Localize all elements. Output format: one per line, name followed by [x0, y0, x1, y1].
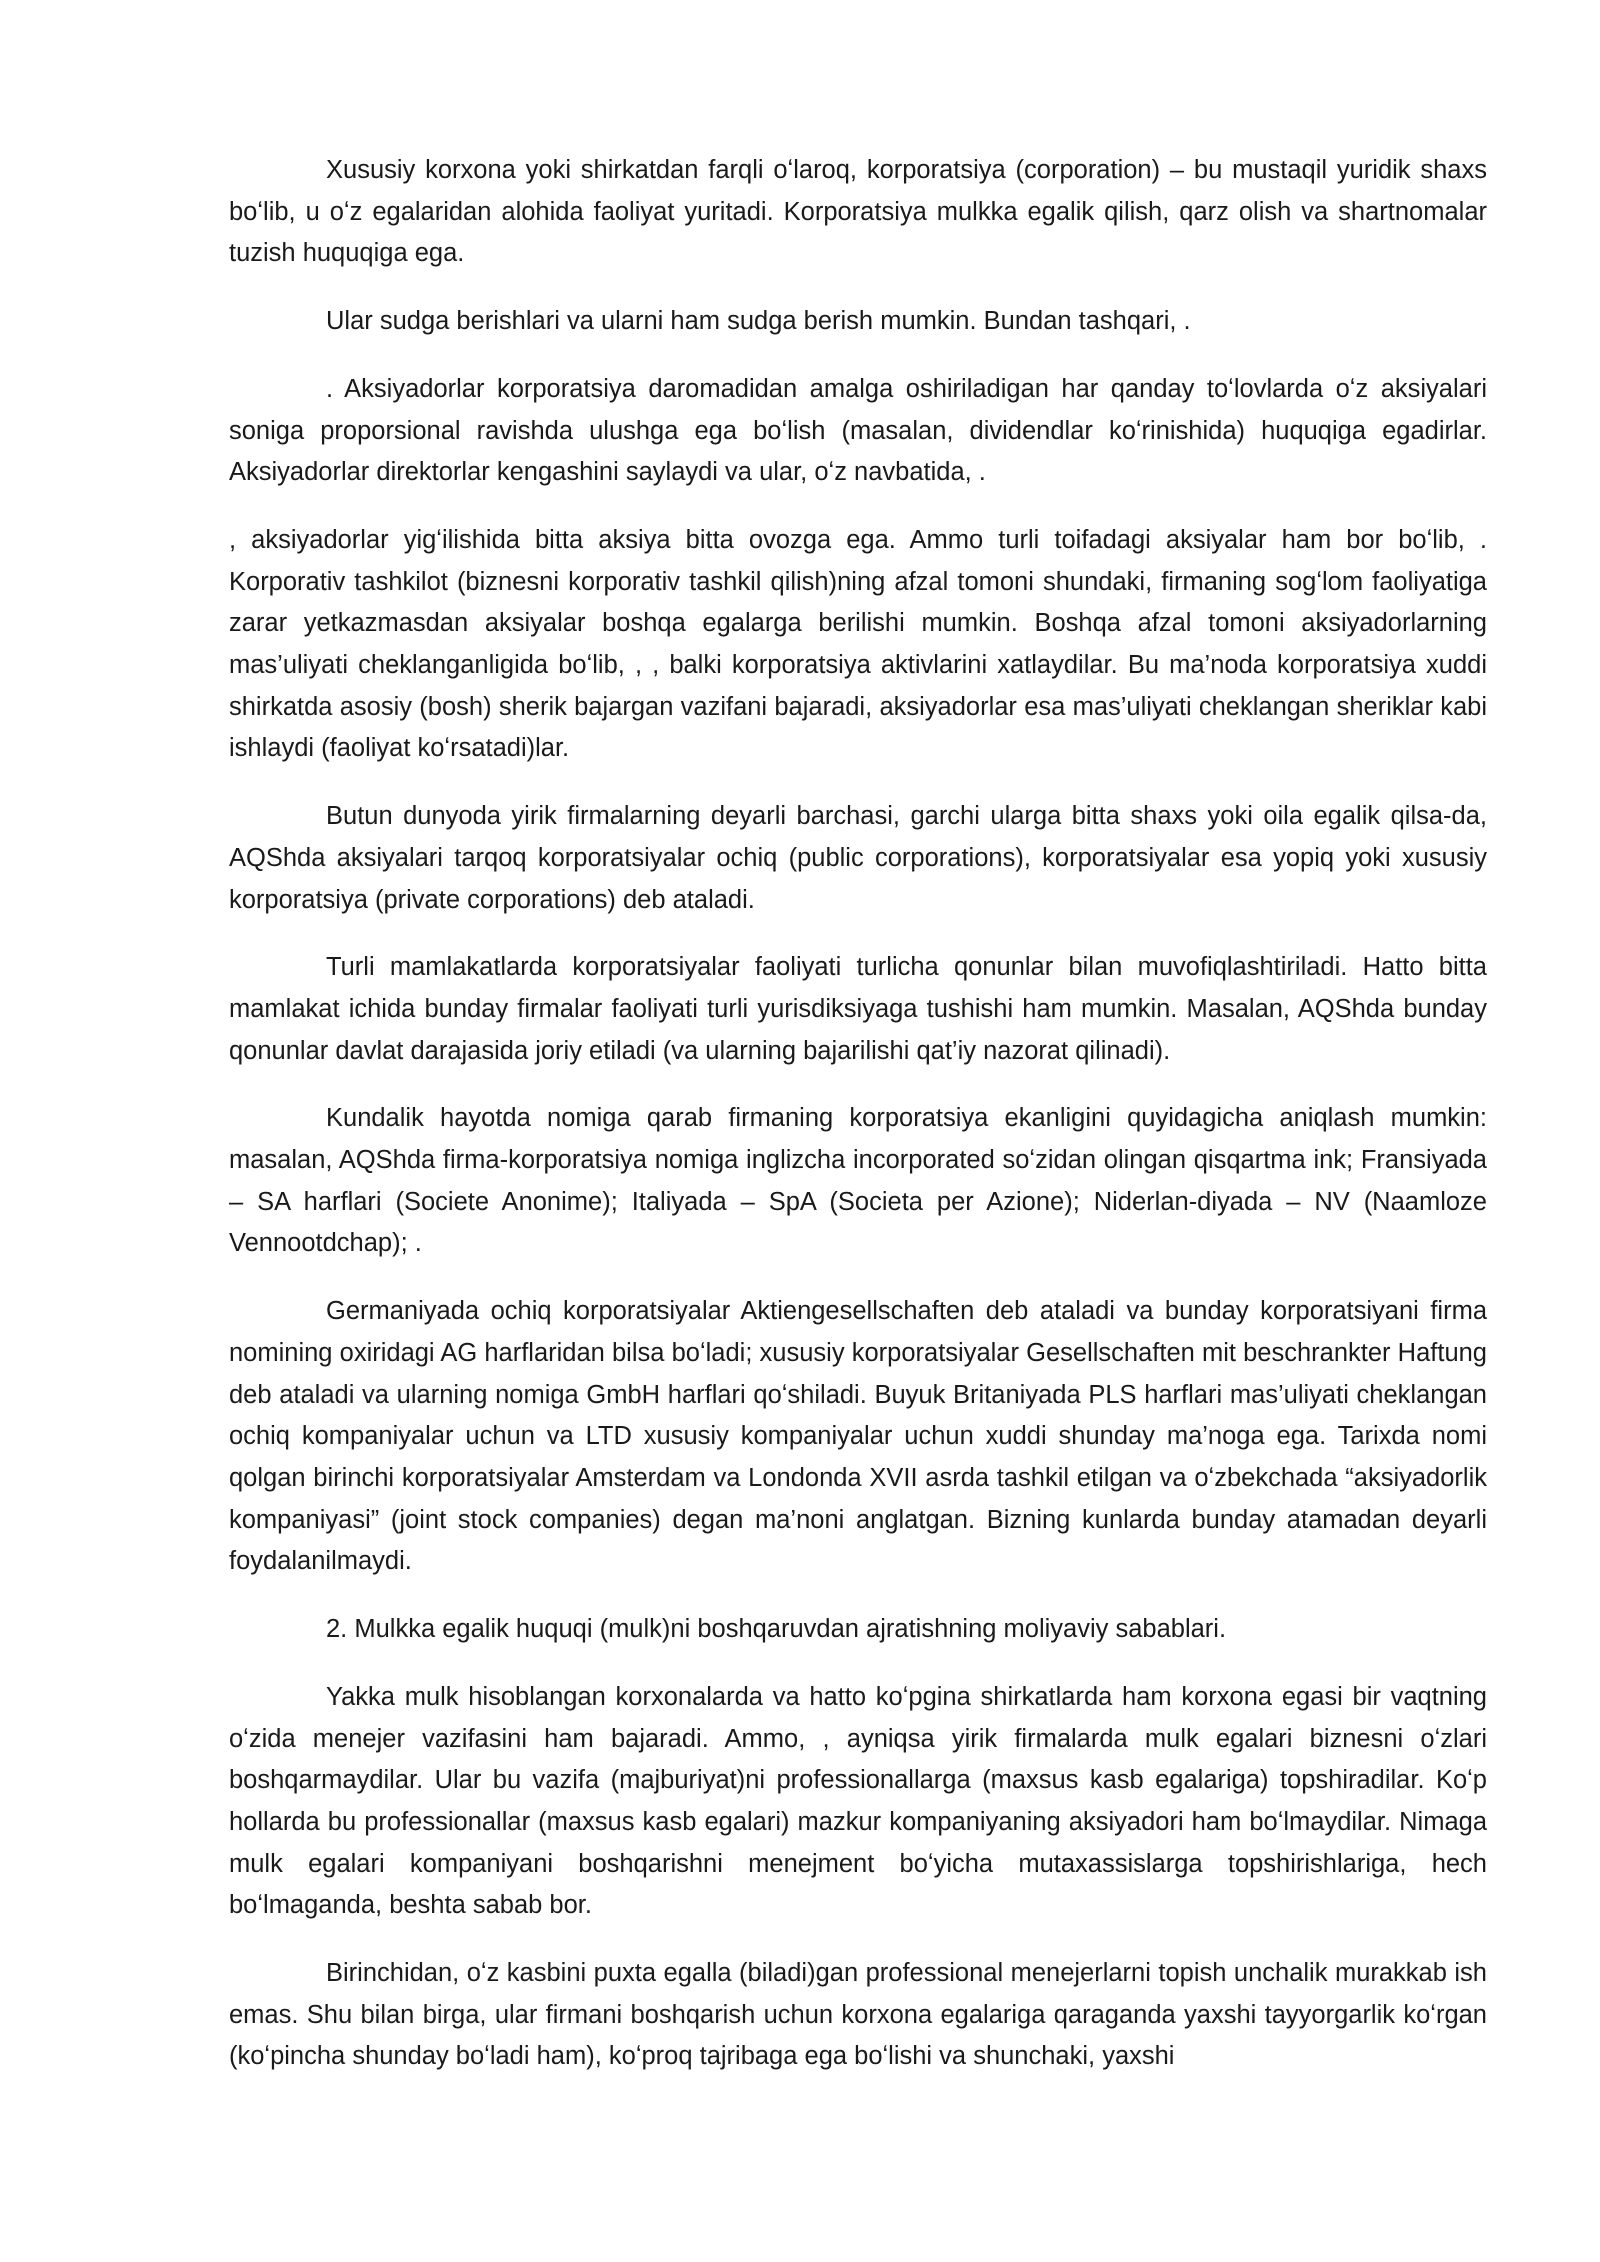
- paragraph-6: Turli mamlakatlarda korporatsiyalar faoliyati turlicha qonunlar bilan muvofiqlashtiriladi. Hatto bitta mamlakat ichida bunday firmalar faoliyati turli yurisdiksiyaga tushishi ham mumkin. Masalan, AQShda bunday qonunlar davlat darajasida joriy etiladi (va ularning bajarilishi qat’iy nazorat qilinadi).: [229, 953, 1487, 1065]
- paragraph-10: Birinchidan, oʻz kasbini puxta egalla (biladi)gan professional menejerlarni topish unchalik murakkab ish emas. Shu bilan birga, ular firmani boshqarish uchun korxona egalariga qaraganda yaxshi tayyorgarlik koʻrgan (koʻpincha shunday boʻladi ham), koʻproq tajribaga ega boʻlishi va shunchaki, yaxshi: [229, 1959, 1487, 2071]
- paragraph-8: Germaniyada ochiq korporatsiyalar Aktiengesellschaften deb ataladi va bunday korporatsiyani firma nomining oxiridagi AG harflaridan bilsa boʻladi; xususiy korporatsiyalar Gesellschaften mit beschrankter Haftung deb ataladi va ularning nomiga GmbH harflari qoʻshiladi. Buyuk Britaniyada PLS harflari mas’uliyati cheklangan ochiq kompaniyalar uchun va LTD xususiy kompaniyalar uchun xuddi shunday ma’noga ega. Tarixda nomi qolgan birinchi korporatsiyalar Amsterdam va Londonda XVII asrda tashkil etilgan va oʻzbekchada “aksiyadorlik kompaniyasi” (joint stock companies) degan ma’noni anglatgan. Bizning kunlarda bunday atamadan deyarli foydalanilmaydi.: [229, 1297, 1487, 1576]
- document-body: [229, 150, 1487, 2104]
- paragraph-5: Butun dunyoda yirik firmalarning deyarli barchasi, garchi ularga bitta shaxs yoki oila egalik qilsa-da, AQShda aksiyalari tarqoq korporatsiyalar ochiq (public corporations), korporatsiyalar esa yopiq yoki xususiy korporatsiya (private corporations) deb ataladi.: [229, 802, 1487, 914]
- paragraph-1: Xususiy korxona yoki shirkatdan farqli oʻlaroq, korporatsiya (corporation) – bu mustaqil yuridik shaxs boʻlib, u oʻz egalaridan alohida faoliyat yuritadi. Korporatsiya mulkka egalik qilish, qarz olish va shartnomalar tuzish huquqiga ega.: [229, 156, 1487, 268]
- paragraph-4: , aksiyadorlar yigʻilishida bitta aksiya bitta ovozga ega. Ammo turli toifadagi aksiyalar ham bor boʻlib, . Korporativ tashkilot (biznesni korporativ tashkil qilish)ning afzal tomoni shundaki, firmaning sogʻlom faoliyatiga zarar yetkazmasdan aksiyalar boshqa egalarga berilishi mumkin. Boshqa afzal tomoni aksiyadorlarning mas’uliyati cheklanganligida boʻlib, , , balki korporatsiya aktivlarini xatlaydilar. Bu ma’noda korporatsiya xuddi shirkatda asosiy (bosh) sherik bajargan vazifani bajaradi, aksiyadorlar esa mas’uliyati cheklangan sheriklar kabi ishlaydi (faoliyat koʻrsatadi)lar.: [229, 525, 1487, 763]
- section-heading: 2. Mulkka egalik huquqi (mulk)ni boshqaruvdan ajratishning moliyaviy sabablari.: [326, 1615, 1227, 1644]
- paragraph-9: Yakka mulk hisoblangan korxonalarda va hatto koʻpgina shirkatlarda ham korxona egasi bir vaqtning oʻzida menejer vazifasini ham bajaradi. Ammo, , ayniqsa yirik firmalarda mulk egalari biznesni oʻzlari boshqarmaydilar. Ular bu vazifa (majburiyat)ni professionallarga (maxsus kasb egalariga) topshiradilar. Koʻp hollarda bu professionallar (maxsus kasb egalari) mazkur kompaniyaning aksiyadori ham boʻlmaydilar. Nimaga mulk egalari kompaniyani boshqarishni menejment boʻyicha mutaxassislarga topshirishlariga, hech boʻlmaganda, beshta sabab bor.: [229, 1682, 1487, 1920]
- paragraph-3: . Aksiyadorlar korporatsiya daromadidan amalga oshiriladigan har qanday toʻlovlarda oʻz aksiyalari soniga proporsional ravishda ulushga ega boʻlish (masalan, dividendlar koʻrinishida) huquqiga egadirlar. Aksiyadorlar direktorlar kengashini saylaydi va ular, oʻz navbatida, .: [229, 374, 1487, 487]
- paragraph-7: Kundalik hayotda nomiga qarab firmaning korporatsiya ekanligini quyidagicha aniqlash mumkin: masalan, AQShda firma-korporatsiya nomiga inglizcha incorporated soʻzidan olingan qisqartma ink; Fransiyada – SA harflari (Societe Anonime); Italiyada – SpA (Societa per Azione); Niderlan-diyada – NV (Naamloze Vennootdchap); .: [229, 1104, 1487, 1258]
- paragraph-2: Ular sudga berishlari va ularni ham sudga berish mumkin. Bundan tashqari, .: [326, 307, 1191, 336]
